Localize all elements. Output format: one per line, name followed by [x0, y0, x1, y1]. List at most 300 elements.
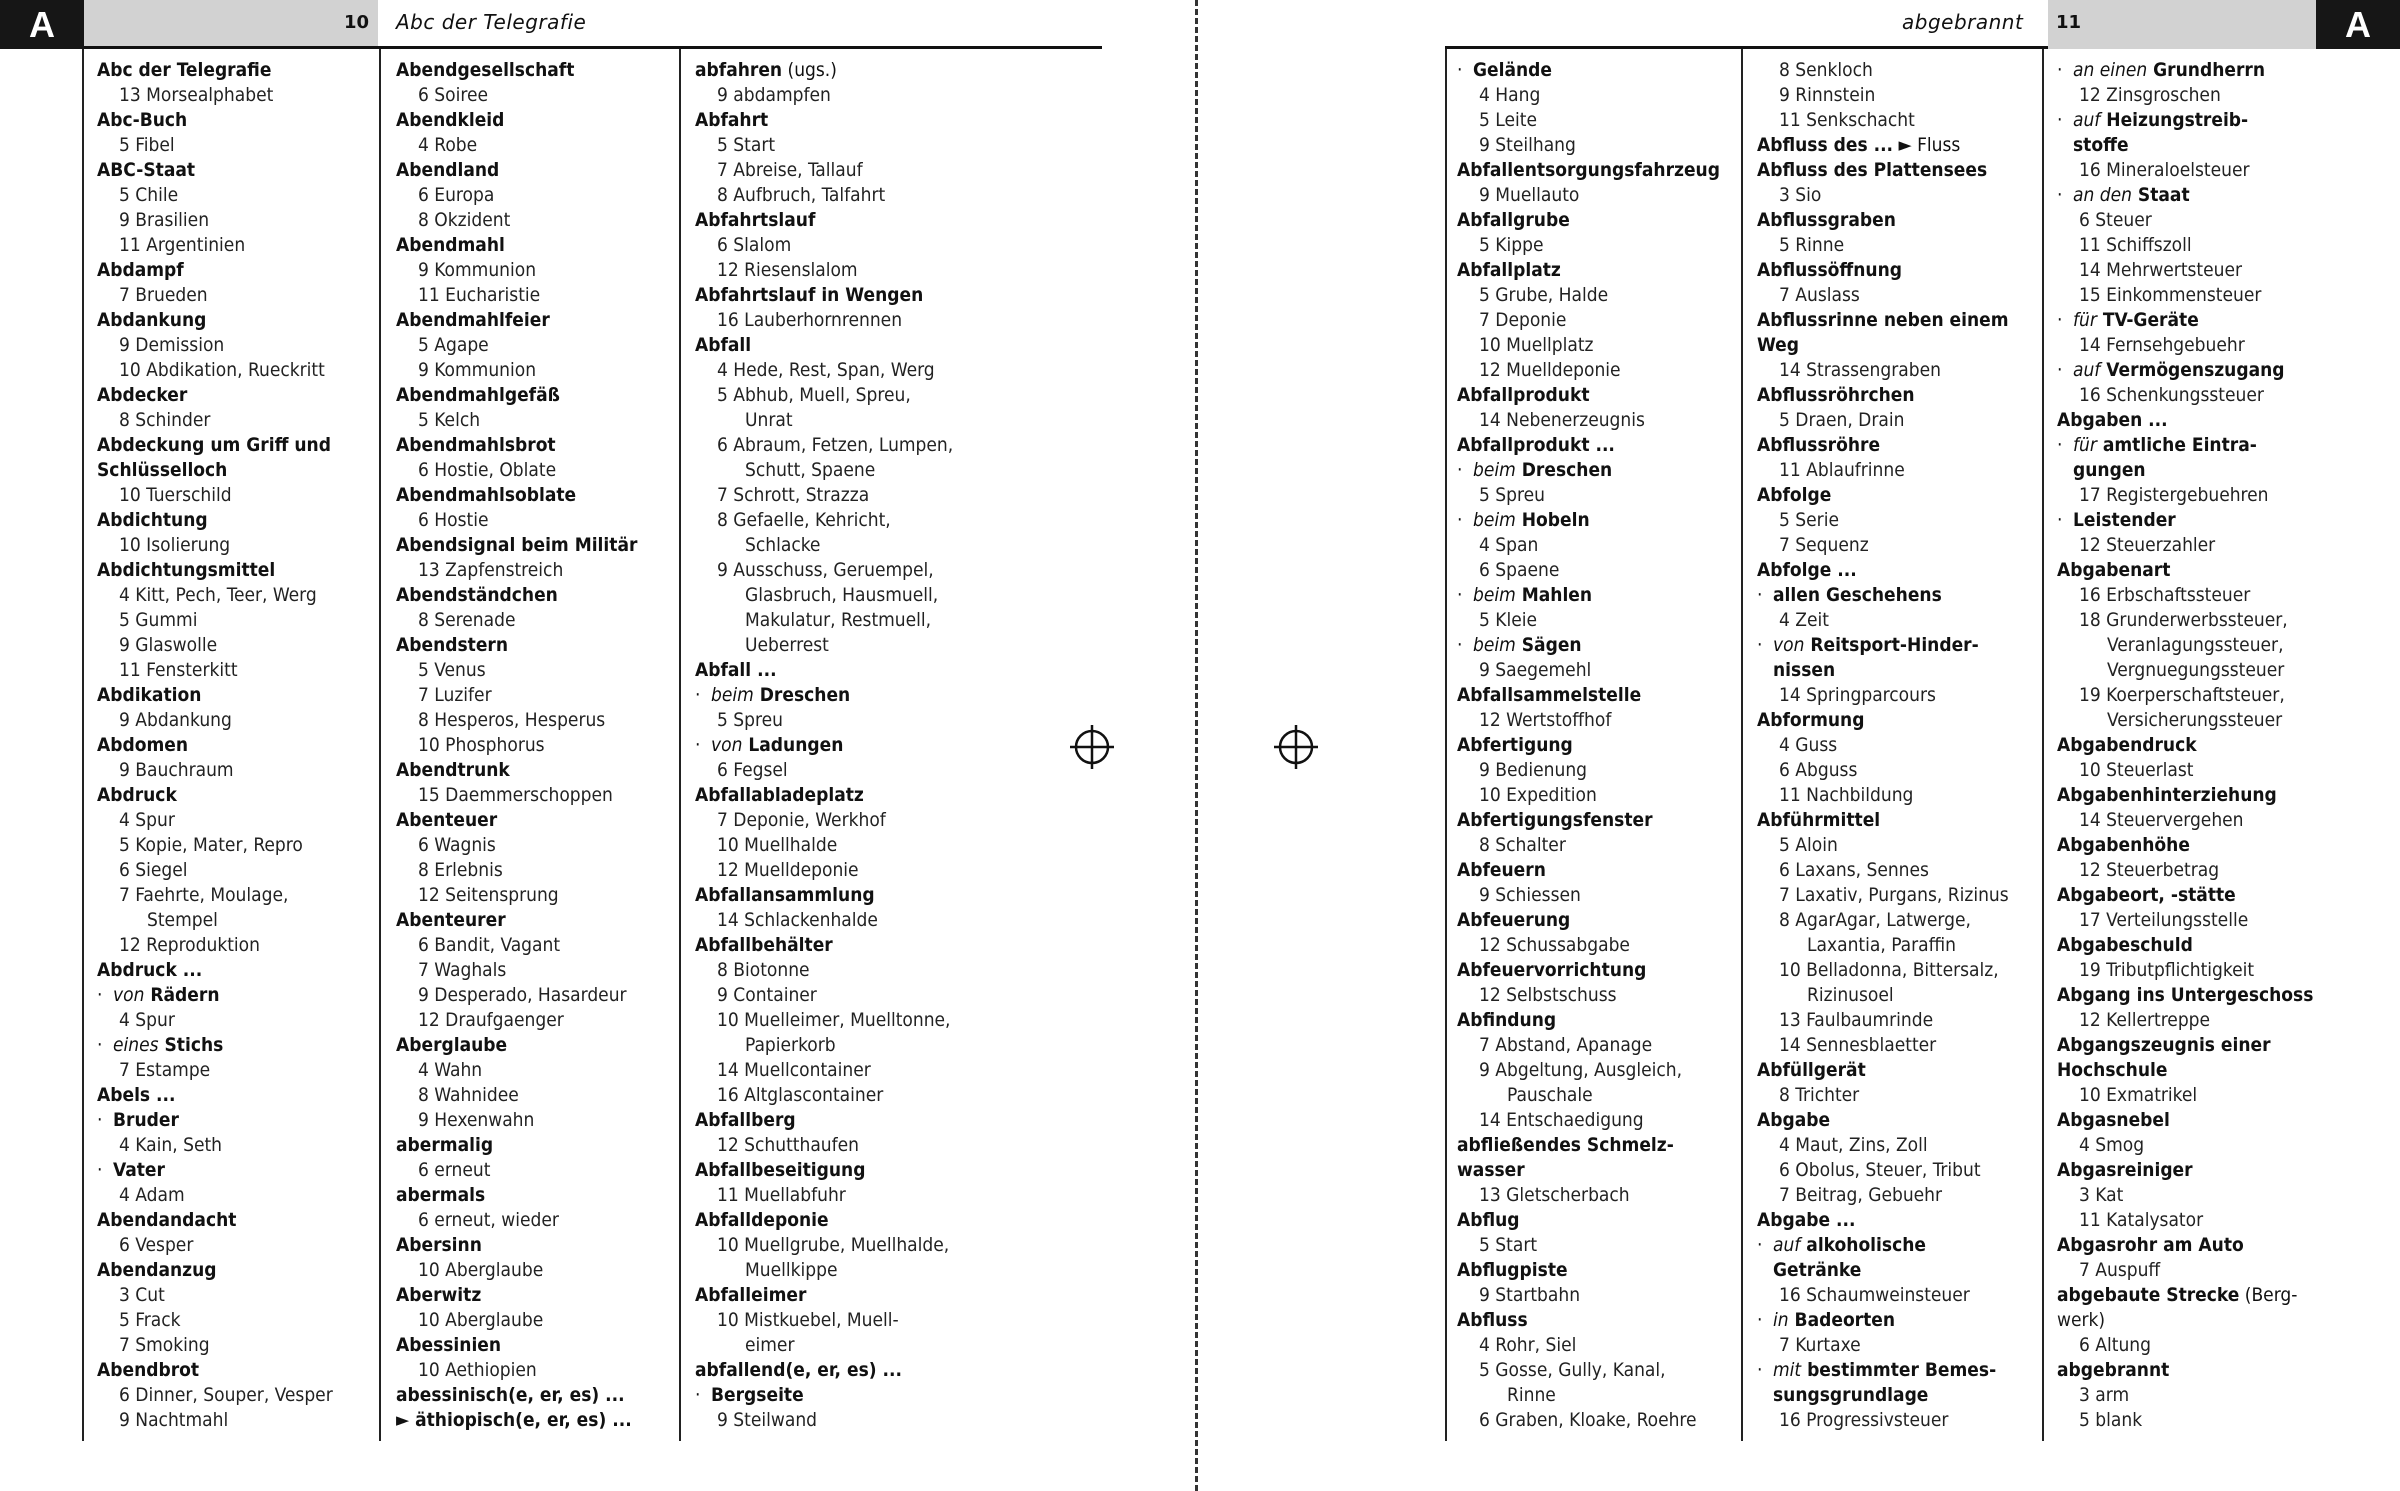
answer-item: 5 Gosse, Gully, Kanal,: [1479, 1359, 1666, 1381]
answer-item: 9 Steilhang: [1479, 134, 1576, 156]
header-bar-right: [2048, 0, 2316, 49]
answer-item: 6 Slalom: [717, 234, 792, 256]
headword: Abflug: [1457, 1209, 1520, 1231]
headword: Abdichtungsmittel: [97, 559, 276, 581]
bullet-icon: ·: [2057, 509, 2063, 531]
answer-item: 7 Abstand, Apanage: [1479, 1034, 1653, 1056]
sub-headword: · von Ladungen: [695, 734, 844, 756]
headword: Abdichtung: [97, 509, 208, 531]
headword: Abfeuerung: [1457, 909, 1571, 931]
answer-item: 6 Obolus, Steuer, Tribut: [1779, 1159, 1981, 1181]
answer-item: 7 Auspuff: [2079, 1259, 2161, 1281]
answer-item: 7 Sequenz: [1779, 534, 1869, 556]
bullet-icon: ·: [695, 684, 701, 706]
answer-item: 5 Abhub, Muell, Spreu,: [717, 384, 911, 406]
sub-headword: · Vater: [97, 1159, 165, 1181]
sub-prefix: an einen: [2073, 59, 2148, 81]
headword: Aberglaube: [396, 1034, 508, 1056]
sub-headword: · beim Hobeln: [1457, 509, 1590, 531]
sub-prefix: auf: [2073, 359, 2101, 381]
answer-item: 10 Tuerschild: [119, 484, 232, 506]
entry-column: [695, 58, 977, 1433]
answer-item: 7 Waghals: [418, 959, 507, 981]
answer-item: 6 Graben, Kloake, Roehre: [1479, 1409, 1697, 1431]
headword: Abendmahlgefäß: [396, 384, 560, 406]
bullet-icon: ·: [2057, 359, 2063, 381]
headword-reference: Abfluss des ... ► Fluss: [1757, 134, 1961, 156]
answer-item: 9 Abgeltung, Ausgleich,: [1479, 1059, 1683, 1081]
headword: wasser: [1457, 1159, 1525, 1181]
headword: Abdikation: [97, 684, 202, 706]
sub-headword: · auf Vermögenszugang: [2057, 359, 2285, 381]
bullet-icon: ·: [1757, 634, 1763, 656]
sub-prefix: an den: [2073, 184, 2132, 206]
headword-note: (Berg-: [2239, 1284, 2298, 1306]
headword: abessinisch(e, er, es) ...: [396, 1384, 625, 1406]
answer-item: 10 Expedition: [1479, 784, 1597, 806]
answer-item: 10 Phosphorus: [418, 734, 545, 756]
sub-headword-continuation: sungsgrundlage: [1773, 1384, 1929, 1406]
headword: Abfallgrube: [1457, 209, 1570, 231]
sub-headword: · von Rädern: [97, 984, 220, 1006]
bullet-icon: ·: [1457, 634, 1463, 656]
headword: Abgasnebel: [2057, 1109, 2170, 1131]
headword: abgebrannt: [2057, 1359, 2170, 1381]
bullet-icon: ·: [1457, 509, 1463, 531]
bullet-icon: ·: [1757, 584, 1763, 606]
answer-item: 10 Abdikation, Rueckritt: [119, 359, 325, 381]
answer-item: 16 Altglascontainer: [717, 1084, 884, 1106]
answer-item: 14 Mehrwertsteuer: [2079, 259, 2243, 281]
answer-item: 10 Isolierung: [119, 534, 231, 556]
sub-headword: · Gelände: [1457, 59, 1553, 81]
answer-item: 5 Start: [1479, 1234, 1538, 1256]
answer-item: 11 Schiffszoll: [2079, 234, 2192, 256]
answer-item: 12 Reproduktion: [119, 934, 260, 956]
answer-item: 5 Aloin: [1779, 834, 1838, 856]
answer-item: 9 Brasilien: [119, 209, 210, 231]
sub-headword: · für amtliche Eintra-: [2057, 434, 2257, 456]
answer-item: 11 Senkschacht: [1779, 109, 1915, 131]
answer-continuation: Ueberrest: [745, 634, 829, 656]
answer-item: 9 Kommunion: [418, 259, 537, 281]
answer-item: 4 Smog: [2079, 1134, 2145, 1156]
answer-item: 11 Argentinien: [119, 234, 246, 256]
bullet-icon: ·: [2057, 109, 2063, 131]
answer-item: 13 Faulbaumrinde: [1779, 1009, 1934, 1031]
answer-item: 14 Strassengraben: [1779, 359, 1941, 381]
bullet-icon: ·: [1757, 1309, 1763, 1331]
headword: ABC-Staat: [97, 159, 196, 181]
bullet-icon: ·: [1457, 59, 1463, 81]
answer-item: 8 Hesperos, Hesperus: [418, 709, 606, 731]
headword: Abendland: [396, 159, 500, 181]
headword: abermalig: [396, 1134, 494, 1156]
column-divider: [82, 49, 84, 1441]
answer-item: 10 Steuerlast: [2079, 759, 2194, 781]
bullet-icon: ·: [695, 1384, 701, 1406]
headword: Abgabeschuld: [2057, 934, 2193, 956]
answer-item: 12 Steuerbetrag: [2079, 859, 2220, 881]
answer-continuation: Muellkippe: [745, 1259, 838, 1281]
answer-item: 5 Kleie: [1479, 609, 1538, 631]
answer-item: 9 Abdankung: [119, 709, 232, 731]
headword: Abfalldeponie: [695, 1209, 829, 1231]
headword: Abflussöffnung: [1757, 259, 1903, 281]
answer-item: 5 Kopie, Mater, Repro: [119, 834, 303, 856]
answer-item: 5 Kelch: [418, 409, 481, 431]
header-rule-left: [84, 46, 1102, 49]
headword: Abgabe ...: [1757, 1209, 1856, 1231]
headword: Abels ...: [97, 1084, 176, 1106]
answer-item: 10 Muelleimer, Muelltonne,: [717, 1009, 951, 1031]
answer-item: 4 Spur: [119, 809, 175, 831]
answer-item: 10 Belladonna, Bittersalz,: [1779, 959, 1999, 981]
answer-item: 9 Bauchraum: [119, 759, 234, 781]
headword: Abfahrtslauf in Wengen: [695, 284, 924, 306]
answer-item: 5 Fibel: [119, 134, 175, 156]
running-head-right: abgebrannt: [1902, 10, 2024, 34]
sub-headword: · an einen Grundherrn: [2057, 59, 2266, 81]
answer-item: 6 Wagnis: [418, 834, 496, 856]
answer-item: 8 Biotonne: [717, 959, 810, 981]
headword: Abfall ...: [695, 659, 777, 681]
answer-item: 12 Seitensprung: [418, 884, 559, 906]
headword: Abfahrtslauf: [695, 209, 816, 231]
sub-headword: · allen Geschehens: [1757, 584, 1942, 606]
headword: Abdruck: [97, 784, 177, 806]
sub-prefix: von: [711, 734, 743, 756]
answer-item: 16 Schaumweinsteuer: [1779, 1284, 1970, 1306]
headword: Abersinn: [396, 1234, 482, 1256]
answer-item: 9 Kommunion: [418, 359, 537, 381]
answer-continuation: Schutt, Spaene: [745, 459, 876, 481]
running-head-left: Abc der Telegrafie: [396, 10, 587, 34]
answer-item: 14 Entschaedigung: [1479, 1109, 1644, 1131]
headword: abermals: [396, 1184, 486, 1206]
answer-item: 12 Riesenslalom: [717, 259, 858, 281]
answer-item: 10 Aberglaube: [418, 1259, 544, 1281]
page-number-left: 10: [344, 12, 370, 33]
sub-headword: · für TV-Geräte: [2057, 309, 2199, 331]
answer-item: 13 Morsealphabet: [119, 84, 274, 106]
answer-continuation: Pauschale: [1507, 1084, 1593, 1106]
answer-item: 11 Eucharistie: [418, 284, 541, 306]
answer-item: 9 Muellauto: [1479, 184, 1580, 206]
headword: Abfallbeseitigung: [695, 1159, 866, 1181]
sub-prefix: auf: [2073, 109, 2101, 131]
headword: Abendgesellschaft: [396, 59, 575, 81]
headword: Abgabeort, -stätte: [2057, 884, 2236, 906]
sub-headword: · an den Staat: [2057, 184, 2190, 206]
headword: Hochschule: [2057, 1059, 2168, 1081]
answer-item: 6 Siegel: [119, 859, 188, 881]
answer-item: 16 Progressivsteuer: [1779, 1409, 1949, 1431]
answer-item: 15 Daemmerschoppen: [418, 784, 613, 806]
answer-item: 7 Deponie: [1479, 309, 1567, 331]
sub-headword: · auf alkoholische: [1757, 1234, 1926, 1256]
headword: Abfertigung: [1457, 734, 1573, 756]
sub-prefix: beim: [1473, 584, 1516, 606]
answer-item: 6 Bandit, Vagant: [418, 934, 561, 956]
answer-continuation: Schlacke: [745, 534, 821, 556]
answer-item: 10 Aberglaube: [418, 1309, 544, 1331]
headword: Abfallentsorgungsfahrzeug: [1457, 159, 1720, 181]
headword: Abgasrohr am Auto: [2057, 1234, 2244, 1256]
sub-prefix: auf: [1773, 1234, 1801, 1256]
headword: Abdruck ...: [97, 959, 203, 981]
answer-item: 7 Smoking: [119, 1334, 210, 1356]
answer-item: 18 Grunderwerbssteuer,: [2079, 609, 2288, 631]
answer-item: 7 Abreise, Tallauf: [717, 159, 863, 181]
column-divider: [1445, 49, 1447, 1441]
answer-continuation: Rinne: [1507, 1384, 1556, 1406]
registration-mark-icon: [1070, 725, 1114, 769]
answer-item: 11 Katalysator: [2079, 1209, 2204, 1231]
headword: Abführmittel: [1757, 809, 1881, 831]
headword: Weg: [1757, 334, 1800, 356]
answer-item: 9 Saegemehl: [1479, 659, 1592, 681]
answer-item: 5 Frack: [119, 1309, 181, 1331]
answer-item: 3 Cut: [119, 1284, 165, 1306]
answer-item: 9 abdampfen: [717, 84, 831, 106]
answer-item: 4 Zeit: [1779, 609, 1829, 631]
answer-item: 14 Muellcontainer: [717, 1059, 871, 1081]
answer-item: 6 erneut, wieder: [418, 1209, 559, 1231]
thumb-tab-left: A: [0, 0, 84, 49]
header-rule-right: [1445, 46, 2048, 49]
answer-item: 12 Zinsgroschen: [2079, 84, 2221, 106]
column-divider: [2042, 49, 2044, 1441]
headword: Abendanzug: [97, 1259, 217, 1281]
answer-item: 6 Spaene: [1479, 559, 1560, 581]
page-fold-line: [1195, 0, 1198, 1491]
answer-item: 13 Zapfenstreich: [418, 559, 564, 581]
headword: Abendmahlsoblate: [396, 484, 577, 506]
headword: abfahren (ugs.): [695, 59, 837, 81]
sub-prefix: beim: [1473, 509, 1516, 531]
bullet-icon: ·: [1457, 584, 1463, 606]
headword: Abfalleimer: [695, 1284, 807, 1306]
answer-item: 12 Schutthaufen: [717, 1134, 860, 1156]
answer-item: 7 Estampe: [119, 1059, 211, 1081]
answer-item: 13 Gletscherbach: [1479, 1184, 1630, 1206]
answer-item: 9 Startbahn: [1479, 1284, 1581, 1306]
sub-headword: · Leistender: [2057, 509, 2176, 531]
answer-item: 4 Guss: [1779, 734, 1838, 756]
answer-continuation: Vergnuegungssteuer: [2107, 659, 2285, 681]
headword-continuation: werk): [2057, 1309, 2106, 1331]
headword: Abfallprodukt: [1457, 384, 1590, 406]
answer-item: 17 Registergebuehren: [2079, 484, 2269, 506]
answer-item: 9 Schiessen: [1479, 884, 1581, 906]
sub-prefix: mit: [1773, 1359, 1802, 1381]
headword: Abfeuern: [1457, 859, 1546, 881]
answer-item: 9 Steilwand: [717, 1409, 818, 1431]
headword: Abfolge: [1757, 484, 1832, 506]
headword: Abfall: [695, 334, 752, 356]
headword: Abfahrt: [695, 109, 769, 131]
headword: Abfallansammlung: [695, 884, 875, 906]
headword: Abgabenart: [2057, 559, 2171, 581]
answer-item: 7 Faehrte, Moulage,: [119, 884, 289, 906]
sub-prefix: von: [113, 984, 145, 1006]
answer-item: 4 Span: [1479, 534, 1539, 556]
answer-item: 9 Demission: [119, 334, 225, 356]
headword: Abfluss des Plattensees: [1757, 159, 1988, 181]
answer-item: 9 Ausschuss, Geruempel,: [717, 559, 934, 581]
entry-column: [1757, 58, 2039, 1433]
answer-continuation: Versicherungssteuer: [2107, 709, 2283, 731]
headword: Abdankung: [97, 309, 207, 331]
headword: Abfallbehälter: [695, 934, 833, 956]
answer-item: 19 Tributpflichtigkeit: [2079, 959, 2255, 981]
answer-item: 14 Nebenerzeugnis: [1479, 409, 1645, 431]
answer-item: 14 Steuervergehen: [2079, 809, 2244, 831]
bullet-icon: ·: [97, 1109, 103, 1131]
answer-item: 4 Kitt, Pech, Teer, Werg: [119, 584, 317, 606]
cross-reference: ► Fluss: [1893, 134, 1961, 156]
sub-prefix: eines: [113, 1034, 159, 1056]
headword: Abendmahlsbrot: [396, 434, 556, 456]
answer-item: 10 Muellgrube, Muellhalde,: [717, 1234, 950, 1256]
answer-item: 16 Erbschaftssteuer: [2079, 584, 2251, 606]
answer-item: 8 Wahnidee: [418, 1084, 519, 1106]
headword: Abfallsammelstelle: [1457, 684, 1642, 706]
page-number-right: 11: [2056, 12, 2082, 33]
answer-item: 4 Maut, Zins, Zoll: [1779, 1134, 1928, 1156]
headword: Abflugpiste: [1457, 1259, 1568, 1281]
header-bar-left: [84, 0, 378, 49]
answer-item: 6 Hostie: [418, 509, 489, 531]
column-divider: [1741, 49, 1743, 1441]
answer-item: 4 Adam: [119, 1184, 185, 1206]
answer-item: 11 Ablaufrinne: [1779, 459, 1905, 481]
sub-headword: · Bruder: [97, 1109, 179, 1131]
column-divider: [679, 49, 681, 1441]
answer-item: 14 Fernsehgebuehr: [2079, 334, 2245, 356]
answer-item: 4 Hede, Rest, Span, Werg: [717, 359, 935, 381]
answer-item: 12 Steuerzahler: [2079, 534, 2216, 556]
answer-item: 7 Beitrag, Gebuehr: [1779, 1184, 1943, 1206]
headword: Abc-Buch: [97, 109, 188, 131]
answer-item: 19 Koerperschaftsteuer,: [2079, 684, 2285, 706]
bullet-icon: ·: [97, 984, 103, 1006]
headword: Abgabenhinterziehung: [2057, 784, 2277, 806]
answer-item: 8 Schinder: [119, 409, 211, 431]
answer-item: 9 Glaswolle: [119, 634, 218, 656]
answer-item: 12 Kellertreppe: [2079, 1009, 2211, 1031]
sub-prefix: beim: [1473, 459, 1516, 481]
answer-item: 16 Mineraloelsteuer: [2079, 159, 2250, 181]
headword: Abflussröhre: [1757, 434, 1881, 456]
bullet-icon: ·: [1457, 459, 1463, 481]
answer-continuation: Stempel: [147, 909, 218, 931]
answer-item: 6 Altung: [2079, 1334, 2151, 1356]
answer-item: 5 Rinne: [1779, 234, 1845, 256]
answer-item: 9 Hexenwahn: [418, 1109, 535, 1131]
sub-headword-continuation: nissen: [1773, 659, 1836, 681]
answer-continuation: Glasbruch, Hausmuell,: [745, 584, 939, 606]
headword: Abformung: [1757, 709, 1865, 731]
bullet-icon: ·: [2057, 434, 2063, 456]
headword: Abdecker: [97, 384, 188, 406]
headword: Abfluss: [1457, 1309, 1528, 1331]
answer-item: 4 Robe: [418, 134, 478, 156]
sub-prefix: für: [2073, 309, 2097, 331]
sub-prefix: beim: [711, 684, 754, 706]
headword: abgebaute Strecke (Berg-: [2057, 1284, 2298, 1306]
answer-item: 12 Schussabgabe: [1479, 934, 1630, 956]
answer-item: 5 Chile: [119, 184, 179, 206]
answer-item: 11 Nachbildung: [1779, 784, 1914, 806]
headword: Abgang ins Untergeschoss: [2057, 984, 2314, 1006]
answer-item: 9 Desperado, Hasardeur: [418, 984, 627, 1006]
answer-item: 7 Brueden: [119, 284, 208, 306]
bullet-icon: ·: [2057, 309, 2063, 331]
sub-headword-continuation: gungen: [2073, 459, 2146, 481]
sub-headword-continuation: stoffe: [2073, 134, 2129, 156]
answer-item: 7 Laxativ, Purgans, Rizinus: [1779, 884, 2009, 906]
headword: Abendtrunk: [396, 759, 510, 781]
headword: Abfallplatz: [1457, 259, 1561, 281]
answer-continuation: Unrat: [745, 409, 793, 431]
answer-item: 3 arm: [2079, 1384, 2130, 1406]
bullet-icon: ·: [695, 734, 701, 756]
answer-item: 6 Hostie, Oblate: [418, 459, 557, 481]
answer-item: 5 Agape: [418, 334, 489, 356]
answer-item: 12 Draufgaenger: [418, 1009, 564, 1031]
headword: Abgangszeugnis einer: [2057, 1034, 2271, 1056]
headword: Abflussrinne neben einem: [1757, 309, 2009, 331]
answer-item: 5 blank: [2079, 1409, 2143, 1431]
bullet-icon: ·: [97, 1159, 103, 1181]
sub-headword: · beim Dreschen: [1457, 459, 1613, 481]
answer-continuation: Rizinusoel: [1807, 984, 1894, 1006]
sub-prefix: in: [1773, 1309, 1789, 1331]
answer-item: 17 Verteilungsstelle: [2079, 909, 2249, 931]
headword: Abgaben ...: [2057, 409, 2168, 431]
answer-item: 8 Okzident: [418, 209, 511, 231]
headword: Abfallabladeplatz: [695, 784, 864, 806]
answer-item: 4 Wahn: [418, 1059, 483, 1081]
answer-item: 4 Rohr, Siel: [1479, 1334, 1577, 1356]
answer-item: 6 erneut: [418, 1159, 491, 1181]
headword: Abgabendruck: [2057, 734, 2197, 756]
answer-item: 8 Gefaelle, Kehricht,: [717, 509, 891, 531]
headword: Abdampf: [97, 259, 184, 281]
headword: Abflussgraben: [1757, 209, 1896, 231]
answer-item: 9 Bedienung: [1479, 759, 1588, 781]
answer-item: 3 Sio: [1779, 184, 1822, 206]
thumb-tab-right: A: [2316, 0, 2400, 49]
headword: Abgabe: [1757, 1109, 1831, 1131]
answer-item: 10 Exmatrikel: [2079, 1084, 2198, 1106]
answer-item: 3 Kat: [2079, 1184, 2124, 1206]
headword: Abendandacht: [97, 1209, 237, 1231]
headword: Abessinien: [396, 1334, 502, 1356]
answer-item: 11 Muellabfuhr: [717, 1184, 846, 1206]
sub-prefix: beim: [1473, 634, 1516, 656]
sub-headword: · in Badeorten: [1757, 1309, 1896, 1331]
sub-headword-continuation: Getränke: [1773, 1259, 1862, 1281]
headword: Abendsignal beim Militär: [396, 534, 638, 556]
answer-item: 8 AgarAgar, Latwerge,: [1779, 909, 1971, 931]
headword: Abendstern: [396, 634, 509, 656]
answer-continuation: Laxantia, Paraffin: [1807, 934, 1956, 956]
headword: Abendbrot: [97, 1359, 200, 1381]
headword: Abendkleid: [396, 109, 505, 131]
